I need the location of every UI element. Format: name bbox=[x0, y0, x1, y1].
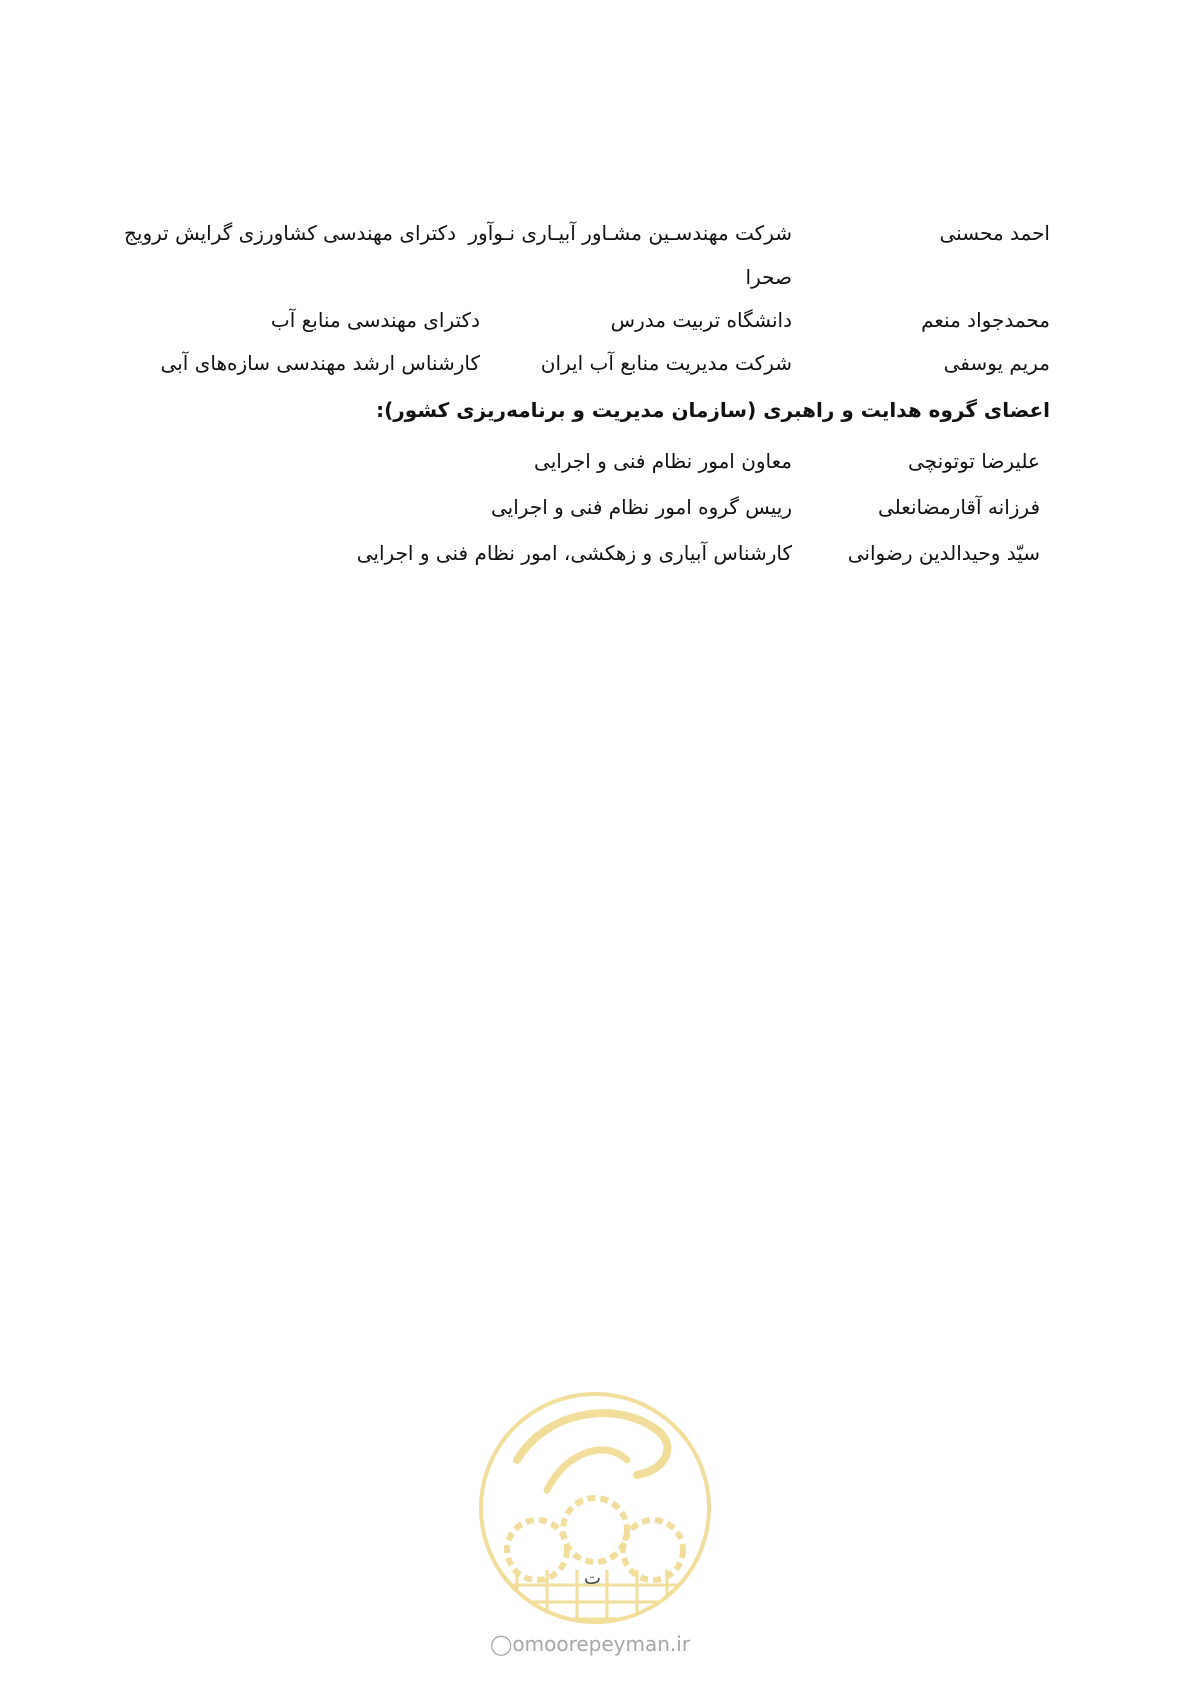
contributor-name: مریم یوسفی bbox=[943, 351, 1050, 375]
member-position: رییس گروه امور نظام فنی و اجرایی bbox=[491, 495, 792, 519]
member-row bbox=[0, 538, 1190, 582]
member-position: معاون امور نظام فنی و اجرایی bbox=[534, 449, 792, 473]
member-row bbox=[0, 446, 1190, 490]
page-number: ت bbox=[584, 1568, 601, 1589]
member-row bbox=[0, 492, 1190, 536]
footer-site bbox=[490, 1632, 690, 1656]
organization-text: شرکت مهندسـین مشـاور آبیـاری نـوآور bbox=[468, 221, 792, 245]
footer-site-text: omoorepeyman.ir bbox=[512, 1632, 691, 1656]
contributor-row-continuation bbox=[0, 262, 1190, 306]
contributor-name: محمدجواد منعم bbox=[921, 308, 1050, 332]
watermark-logo-icon bbox=[477, 1390, 713, 1640]
contributor-row bbox=[0, 305, 1190, 349]
contributor-name: احمد محسنی bbox=[939, 221, 1050, 245]
contributor-organization: شرکت مدیریت منابع آب ایران bbox=[540, 351, 792, 375]
degree-text: دکترای مهندسی کشاورزی گرایش ترویج bbox=[124, 221, 457, 245]
contributor-degree: کارشناس ارشد مهندسی سازه‌های آبی bbox=[160, 351, 480, 375]
contributor-degree: دکترای مهندسی منابع آب bbox=[270, 308, 480, 332]
member-name: علیرضا توتونچی bbox=[907, 449, 1040, 473]
member-name: سیّد وحیدالدین رضوانی bbox=[847, 541, 1040, 565]
contributor-organization: دانشگاه تربیت مدرس bbox=[610, 308, 792, 332]
globe-icon: ◯ bbox=[490, 1632, 513, 1656]
member-name: فرزانه آقارمضانعلی bbox=[878, 495, 1040, 519]
member-position: کارشناس آبیاری و زهکشی، امور نظام فنی و اجرایی bbox=[356, 541, 792, 565]
organization-continuation: صحرا bbox=[745, 265, 792, 289]
contributor-organization bbox=[124, 218, 792, 248]
section-heading: اعضای گروه هدایت و راهبری (سازمان مدیریت و برنامه‌ریزی کشور): bbox=[376, 398, 1050, 422]
contributor-row bbox=[0, 218, 1190, 262]
contributor-row bbox=[0, 348, 1190, 392]
